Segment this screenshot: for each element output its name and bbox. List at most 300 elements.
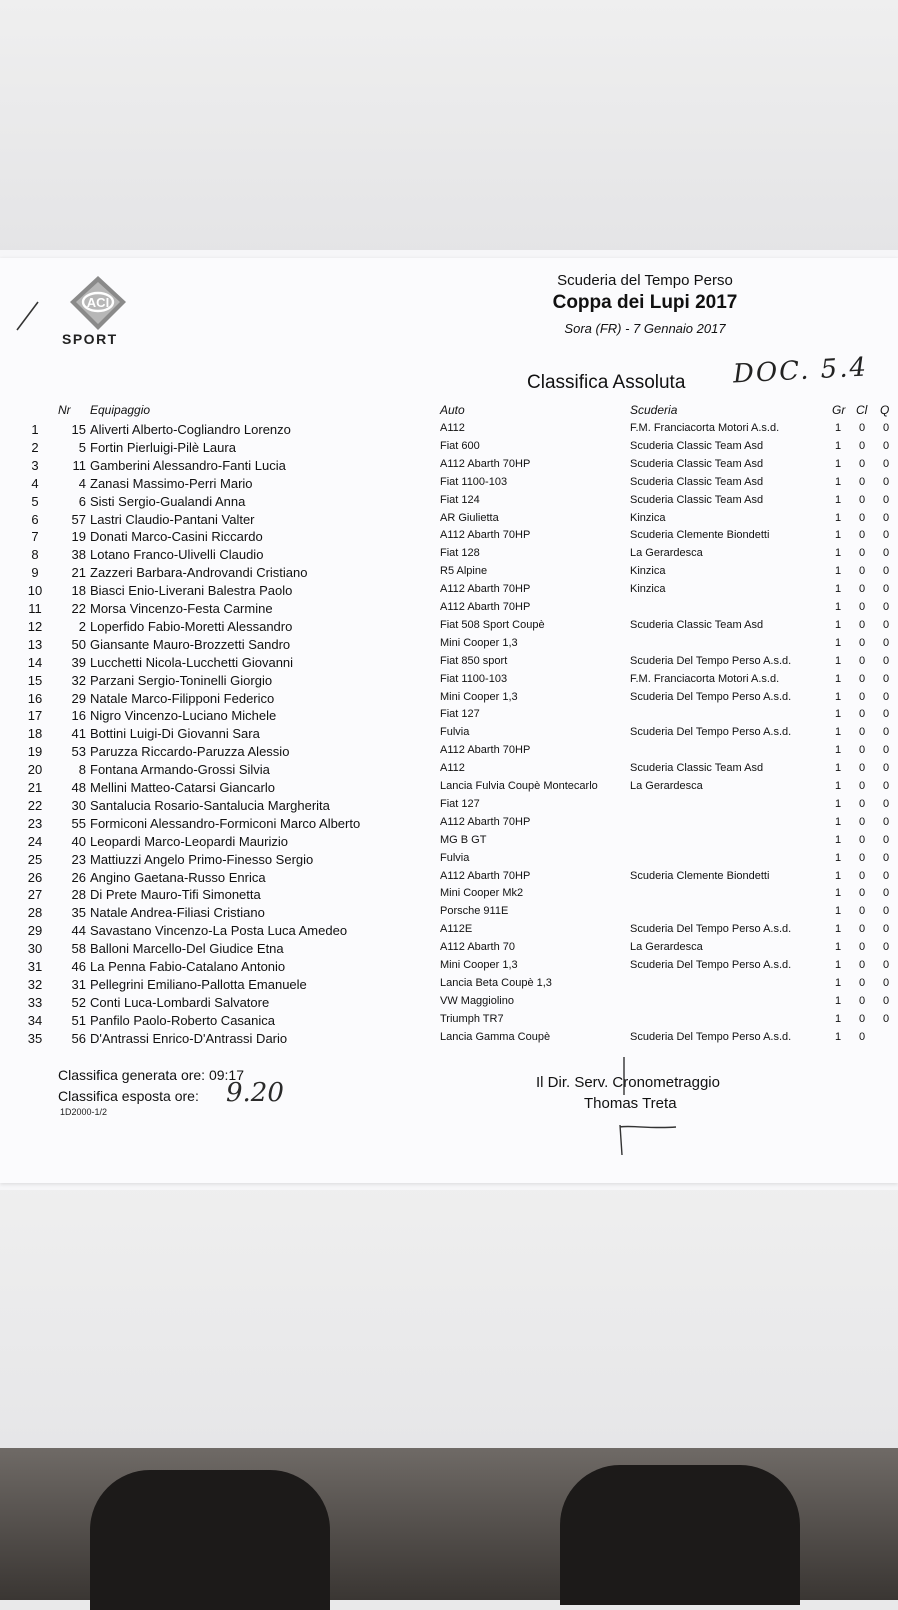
row-class: 0	[858, 833, 866, 846]
row-car: A112 Abarth 70HP	[440, 744, 531, 757]
row-number: 53	[71, 744, 86, 760]
row-class: 0	[858, 780, 866, 792]
row-crew: Formiconi Alessandro-Formiconi Marco Alberto	[90, 815, 361, 831]
row-car: Mini Cooper Mk2	[440, 887, 524, 900]
row-number: 11	[72, 457, 86, 473]
row-car: A112	[440, 762, 465, 775]
row-position: 18	[27, 726, 43, 742]
row-q: 0	[882, 1012, 890, 1025]
row-team: Scuderia Del Tempo Perso A.s.d.	[630, 654, 792, 667]
row-class: 0	[858, 941, 866, 954]
table-row	[0, 870, 898, 888]
row-number: 46	[71, 959, 86, 974]
row-group: 1	[834, 762, 842, 775]
row-group: 1	[834, 672, 842, 685]
row-class: 0	[858, 726, 866, 739]
row-crew: Giansante Mauro-Brozzetti Sandro	[90, 636, 291, 652]
row-car: Mini Cooper 1,3	[440, 959, 518, 971]
row-team: Scuderia Clemente Biondetti	[630, 869, 770, 882]
row-position: 8	[31, 547, 39, 563]
table-row	[0, 1031, 898, 1049]
table-row	[0, 637, 898, 655]
row-number: 35	[71, 905, 86, 921]
row-crew: La Penna Fabio-Catalano Antonio	[90, 959, 286, 974]
table-row	[0, 655, 898, 673]
row-group: 1	[834, 475, 842, 488]
row-car: Fiat 124	[440, 493, 480, 506]
row-car: Fiat 600	[440, 439, 480, 452]
table-row	[0, 476, 898, 494]
row-number: 28	[71, 887, 86, 903]
row-number: 21	[71, 565, 86, 581]
row-group: 1	[834, 529, 842, 542]
row-number: 52	[71, 994, 86, 1010]
row-position: 28	[27, 905, 43, 921]
table-row	[0, 977, 898, 995]
row-team: Scuderia Classic Team Asd	[630, 457, 764, 470]
row-team: Scuderia Del Tempo Perso A.s.d.	[630, 959, 792, 971]
row-position: 25	[27, 851, 43, 867]
row-q: 0	[882, 690, 890, 703]
row-q: 0	[882, 547, 890, 560]
column-header-team: Scuderia	[630, 403, 678, 417]
background-surface-bottom	[0, 1180, 898, 1450]
row-crew: Di Prete Mauro-Tifi Simonetta	[90, 887, 261, 903]
row-crew: Paruzza Riccardo-Paruzza Alessio	[90, 744, 290, 760]
svg-text:SPORT: SPORT	[62, 331, 118, 346]
row-position: 34	[27, 1012, 43, 1028]
row-number: 15	[71, 422, 86, 437]
row-position: 14	[27, 654, 43, 670]
row-position: 5	[31, 493, 39, 509]
row-crew: Angino Gaetana-Russo Enrica	[90, 869, 266, 885]
row-group: 1	[834, 851, 842, 864]
row-team: La Gerardesca	[630, 780, 703, 792]
table-row	[0, 780, 898, 798]
row-q: 0	[882, 422, 890, 434]
row-q: 0	[882, 994, 890, 1007]
row-number: 40	[71, 833, 86, 849]
row-group: 1	[834, 1030, 842, 1043]
column-header-gr: Gr	[832, 403, 846, 417]
row-q: 0	[882, 905, 890, 918]
row-group: 1	[834, 439, 842, 452]
row-number: 50	[71, 636, 86, 652]
row-position: 19	[27, 744, 43, 760]
row-class: 0	[858, 583, 866, 596]
row-car: Lancia Gamma Coupè	[440, 1030, 551, 1043]
row-team: Scuderia Classic Team Asd	[630, 493, 764, 506]
generated-time: Classifica generata ore: 09:17	[58, 1067, 244, 1083]
row-crew: Fortin Pierluigi-Pilè Laura	[90, 439, 236, 455]
row-team: Scuderia Classic Team Asd	[630, 762, 764, 775]
row-number: 55	[71, 815, 86, 831]
row-crew: Fontana Armando-Grossi Silvia	[90, 762, 270, 778]
row-q: 0	[882, 833, 890, 846]
row-number: 19	[71, 529, 86, 545]
row-team: F.M. Franciacorta Motori A.s.d.	[630, 672, 780, 685]
row-position: 3	[31, 457, 39, 473]
table-row	[0, 887, 898, 905]
row-class: 0	[858, 708, 866, 721]
row-position: 13	[27, 636, 43, 652]
row-number: 31	[71, 976, 86, 992]
row-position: 22	[27, 797, 43, 813]
row-crew: Morsa Vincenzo-Festa Carmine	[90, 601, 273, 616]
row-car: A112 Abarth 70HP	[440, 457, 531, 470]
row-car: Fulvia	[440, 726, 470, 739]
row-class: 0	[858, 1030, 866, 1043]
row-number: 6	[78, 493, 86, 509]
row-number: 57	[71, 511, 86, 527]
column-header-crew: Equipaggio	[90, 403, 151, 417]
row-q: 0	[882, 636, 890, 649]
row-crew: Mellini Matteo-Catarsi Giancarlo	[90, 780, 275, 795]
row-car: Mini Cooper 1,3	[440, 636, 518, 649]
row-crew: Natale Andrea-Filiasi Cristiano	[90, 905, 265, 921]
row-q: 0	[882, 976, 890, 989]
table-row	[0, 565, 898, 583]
row-team: Scuderia Clemente Biondetti	[630, 529, 770, 542]
row-group: 1	[834, 457, 842, 470]
row-team: Kinzica	[630, 511, 666, 524]
row-car: AR Giulietta	[440, 511, 499, 524]
row-group: 1	[834, 869, 842, 882]
table-row	[0, 673, 898, 691]
row-car: Fiat 127	[440, 708, 480, 721]
row-group: 1	[834, 887, 842, 900]
row-position: 17	[27, 708, 43, 724]
row-class: 0	[858, 851, 866, 864]
row-q: 0	[882, 708, 890, 721]
table-row	[0, 762, 898, 780]
row-class: 0	[858, 654, 866, 667]
row-team: F.M. Franciacorta Motori A.s.d.	[630, 422, 780, 434]
row-car: Fiat 508 Sport Coupè	[440, 618, 545, 631]
row-group: 1	[834, 923, 842, 936]
row-number: 41	[71, 726, 86, 742]
row-number: 26	[71, 869, 86, 885]
row-q: 0	[882, 439, 890, 452]
table-row	[0, 834, 898, 852]
row-position: 35	[27, 1030, 43, 1046]
row-q: 0	[882, 815, 890, 828]
row-crew: Balloni Marcello-Del Giudice Etna	[90, 941, 284, 957]
row-position: 4	[31, 475, 39, 491]
row-group: 1	[834, 905, 842, 918]
row-q: 0	[882, 601, 890, 613]
row-crew: Sisti Sergio-Gualandi Anna	[90, 493, 246, 509]
column-header-nr: Nr	[58, 403, 71, 417]
row-number: 39	[71, 654, 86, 670]
handwritten-exposed-time: 9.20	[226, 1078, 284, 1108]
row-position: 33	[27, 994, 43, 1010]
row-class: 0	[858, 815, 866, 828]
table-row	[0, 798, 898, 816]
row-crew: D'Antrassi Enrico-D'Antrassi Dario	[90, 1030, 288, 1046]
row-crew: Loperfido Fabio-Moretti Alessandro	[90, 618, 293, 634]
row-class: 0	[858, 422, 866, 434]
row-group: 1	[834, 833, 842, 846]
row-number: 22	[71, 601, 86, 616]
row-crew: Mattiuzzi Angelo Primo-Finesso Sergio	[90, 851, 314, 867]
table-row	[0, 959, 898, 977]
row-number: 8	[78, 762, 86, 778]
row-position: 29	[27, 923, 43, 939]
row-group: 1	[834, 941, 842, 954]
row-crew: Conti Luca-Lombardi Salvatore	[90, 994, 270, 1010]
row-group: 1	[834, 654, 842, 667]
row-number: 38	[71, 547, 86, 563]
row-number: 44	[71, 923, 86, 939]
row-crew: Lotano Franco-Ulivelli Claudio	[90, 547, 264, 563]
row-q: 0	[882, 672, 890, 685]
row-class: 0	[858, 547, 866, 560]
table-row	[0, 619, 898, 637]
row-class: 0	[858, 762, 866, 775]
row-group: 1	[834, 583, 842, 596]
row-position: 21	[27, 780, 43, 795]
row-car: A112 Abarth 70HP	[440, 583, 531, 596]
row-team: Scuderia Del Tempo Perso A.s.d.	[630, 690, 792, 703]
row-number: 2	[78, 618, 86, 634]
table-row	[0, 691, 898, 709]
row-group: 1	[834, 1012, 842, 1025]
row-class: 0	[858, 565, 866, 578]
row-position: 32	[27, 976, 43, 992]
svg-text:ACI: ACI	[86, 295, 110, 310]
row-q: 0	[882, 780, 890, 792]
row-class: 0	[858, 744, 866, 757]
signer-title: Il Dir. Serv. Cronometraggio	[536, 1074, 720, 1091]
row-class: 0	[858, 672, 866, 685]
row-group: 1	[834, 547, 842, 560]
row-team: La Gerardesca	[630, 941, 703, 954]
row-number: 5	[78, 439, 86, 455]
table-row	[0, 852, 898, 870]
table-row	[0, 995, 898, 1013]
row-number: 56	[71, 1030, 86, 1046]
row-car: R5 Alpine	[440, 565, 488, 578]
exposed-time-label: Classifica esposta ore:	[58, 1088, 199, 1104]
row-position: 23	[27, 815, 43, 831]
table-row	[0, 494, 898, 512]
row-crew: Donati Marco-Casini Riccardo	[90, 529, 263, 545]
row-position: 31	[27, 959, 43, 974]
row-team: Kinzica	[630, 565, 666, 578]
row-class: 0	[858, 976, 866, 989]
shoe-left	[90, 1470, 330, 1610]
row-group: 1	[834, 493, 842, 506]
row-q: 0	[882, 744, 890, 757]
handwritten-doc-number: DOC. 5.4	[732, 352, 869, 390]
row-number: 32	[71, 672, 86, 688]
row-team: La Gerardesca	[630, 547, 703, 560]
table-row	[0, 458, 898, 476]
row-number: 18	[71, 583, 86, 599]
table-row	[0, 744, 898, 762]
row-position: 2	[31, 439, 39, 455]
row-group: 1	[834, 422, 842, 434]
row-group: 1	[834, 780, 842, 792]
row-class: 0	[858, 457, 866, 470]
row-team: Scuderia Classic Team Asd	[630, 618, 764, 631]
column-header-q: Q	[880, 403, 890, 417]
row-position: 10	[27, 583, 43, 599]
row-car: Fiat 1100-103	[440, 672, 508, 685]
row-q: 0	[882, 618, 890, 631]
row-team: Scuderia Del Tempo Perso A.s.d.	[630, 923, 792, 936]
row-crew: Santalucia Rosario-Santalucia Margherita	[90, 797, 330, 813]
row-crew: Parzani Sergio-Toninelli Giorgio	[90, 672, 273, 688]
table-row	[0, 708, 898, 726]
handwritten-slash-mark	[14, 300, 40, 332]
row-group: 1	[834, 690, 842, 703]
row-position: 1	[31, 422, 39, 437]
row-crew: Nigro Vincenzo-Luciano Michele	[90, 708, 277, 724]
event-title: Coppa dei Lupi 2017	[552, 292, 738, 313]
row-car: A112 Abarth 70HP	[440, 815, 531, 828]
table-row	[0, 529, 898, 547]
row-class: 0	[858, 690, 866, 703]
row-class: 0	[858, 511, 866, 524]
row-q: 0	[882, 762, 890, 775]
row-q: 0	[882, 941, 890, 954]
table-row	[0, 816, 898, 834]
row-q: 0	[882, 959, 890, 971]
signer-name: Thomas Treta	[584, 1095, 677, 1112]
row-number: 30	[71, 797, 86, 813]
row-class: 0	[858, 959, 866, 971]
aci-sport-logo	[60, 274, 140, 346]
row-class: 0	[858, 475, 866, 488]
row-number: 48	[71, 780, 86, 795]
row-car: Fiat 128	[440, 547, 480, 560]
row-car: Porsche 911E	[440, 905, 509, 918]
row-car: A112 Abarth 70HP	[440, 869, 531, 882]
row-car: A112E	[440, 923, 473, 936]
table-row	[0, 1013, 898, 1031]
row-team: Scuderia Del Tempo Perso A.s.d.	[630, 1030, 792, 1043]
row-number: 29	[71, 690, 86, 706]
row-crew: Aliverti Alberto-Cogliandro Lorenzo	[90, 422, 291, 437]
table-row	[0, 512, 898, 530]
row-group: 1	[834, 636, 842, 649]
row-crew: Pellegrini Emiliano-Pallotta Emanuele	[90, 976, 307, 992]
row-group: 1	[834, 976, 842, 989]
table-row	[0, 422, 898, 440]
table-row	[0, 726, 898, 744]
row-crew: Lastri Claudio-Pantani Valter	[90, 511, 255, 527]
row-number: 58	[71, 941, 86, 957]
row-crew: Bottini Luigi-Di Giovanni Sara	[90, 726, 260, 742]
row-team: Kinzica	[630, 583, 666, 596]
row-car: Fiat 127	[440, 797, 480, 810]
row-q: 0	[882, 797, 890, 810]
row-position: 16	[27, 690, 43, 706]
row-q: 0	[882, 869, 890, 882]
row-q: 0	[882, 887, 890, 900]
row-car: A112 Abarth 70HP	[440, 601, 531, 613]
row-class: 0	[858, 797, 866, 810]
row-car: Fiat 850 sport	[440, 654, 508, 667]
table-row	[0, 941, 898, 959]
row-class: 0	[858, 529, 866, 542]
row-group: 1	[834, 726, 842, 739]
row-q: 0	[882, 565, 890, 578]
row-q: 0	[882, 457, 890, 470]
column-header-cl: Cl	[856, 403, 868, 417]
row-q: 0	[882, 726, 890, 739]
row-class: 0	[858, 636, 866, 649]
row-car: A112 Abarth 70	[440, 941, 516, 954]
row-class: 0	[858, 869, 866, 882]
row-class: 0	[858, 905, 866, 918]
row-team: Scuderia Del Tempo Perso A.s.d.	[630, 726, 792, 739]
table-row	[0, 923, 898, 941]
document-code: 1D2000-1/2	[60, 1107, 108, 1117]
row-car: Mini Cooper 1,3	[440, 690, 518, 703]
row-number: 51	[71, 1012, 86, 1028]
row-position: 26	[27, 869, 43, 885]
row-group: 1	[834, 744, 842, 757]
row-crew: Panfilo Paolo-Roberto Casanica	[90, 1012, 275, 1028]
row-class: 0	[858, 887, 866, 900]
row-class: 0	[858, 923, 866, 936]
handwritten-signature	[600, 1055, 680, 1155]
row-group: 1	[834, 601, 842, 613]
background-surface-top	[0, 0, 898, 260]
row-q: 0	[882, 654, 890, 667]
row-q: 0	[882, 923, 890, 936]
row-group: 1	[834, 565, 842, 578]
row-position: 30	[27, 941, 43, 957]
row-class: 0	[858, 994, 866, 1007]
row-crew: Zanasi Massimo-Perri Mario	[90, 475, 253, 491]
row-crew: Biasci Enio-Liverani Balestra Paolo	[90, 583, 293, 599]
event-place-date: Sora (FR) - 7 Gennaio 2017	[564, 321, 726, 336]
row-team: Scuderia Classic Team Asd	[630, 475, 764, 488]
organizer-name: Scuderia del Tempo Perso	[557, 272, 733, 289]
row-crew: Leopardi Marco-Leopardi Maurizio	[90, 833, 288, 849]
table-row	[0, 905, 898, 923]
row-number: 23	[71, 851, 86, 867]
row-group: 1	[834, 618, 842, 631]
row-class: 0	[858, 601, 866, 613]
row-crew: Lucchetti Nicola-Lucchetti Giovanni	[90, 654, 294, 670]
row-q: 0	[882, 851, 890, 864]
row-class: 0	[858, 618, 866, 631]
table-row	[0, 440, 898, 458]
row-car: A112	[440, 422, 465, 434]
table-row	[0, 547, 898, 565]
row-position: 12	[27, 618, 43, 634]
row-class: 0	[858, 439, 866, 452]
row-position: 27	[27, 887, 43, 903]
row-position: 7	[31, 529, 39, 545]
column-header-car: Auto	[440, 403, 465, 417]
row-q: 0	[882, 511, 890, 524]
table-row	[0, 601, 898, 619]
row-q: 0	[882, 529, 890, 542]
row-group: 1	[834, 994, 842, 1007]
row-q: 0	[882, 475, 890, 488]
row-crew: Gamberini Alessandro-Fanti Lucia	[90, 457, 286, 473]
row-position: 11	[28, 601, 42, 616]
row-car: Fulvia	[440, 851, 470, 864]
row-crew: Zazzeri Barbara-Androvandi Cristiano	[90, 565, 308, 581]
row-crew: Savastano Vincenzo-La Posta Luca Amedeo	[90, 923, 348, 939]
